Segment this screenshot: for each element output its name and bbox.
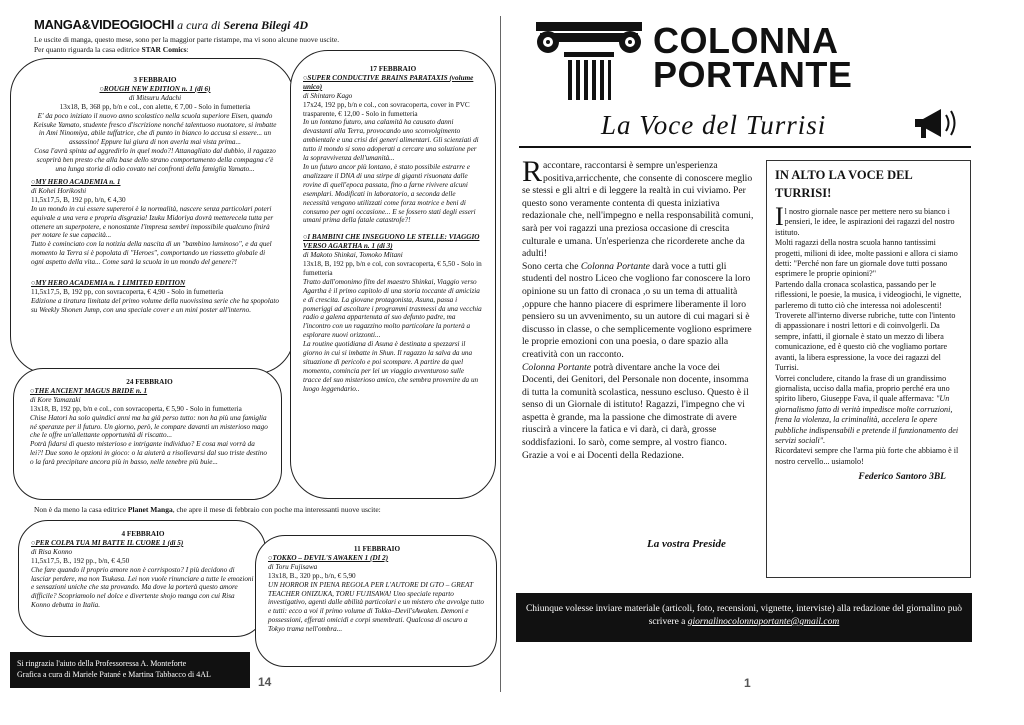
column-logo-icon bbox=[534, 20, 644, 100]
article-paragraph-3 bbox=[522, 362, 754, 463]
manga-info: 13x18, B, 192 pp, b/n e col., con sovracoperta, € 5,90 - Solo in fumetteria bbox=[30, 404, 242, 413]
box-paragraph-1 bbox=[775, 202, 962, 238]
box-text: l nostro giornale nasce per mettere nero su bianco i pensieri, le idee, le aspirazioni dei ragazzi del nostro istituto. bbox=[775, 207, 955, 237]
manga-title: ○PER COLPA TUA MI BATTE IL CUORE 1 (di 5) bbox=[31, 538, 184, 547]
manga-description: UN HORROR IN PIENA REGOLA PER L'AUTORE DI GTO – GREAT TEACHER ONIZUKA, TORU FUJISAWA! Uno speciale reparto investigativo, agenti dalle abilità particolari e un mistero che avvolge tutto e tutti: ecco a voi il primo volume di Tokko–Devil'sAwaken. Demoni e possessioni, efferati omicidi e corpi smembrati. Qualcosa di oscuro a Tokyo trama nell'ombra... bbox=[268, 580, 484, 634]
manga-box-4-feb bbox=[18, 520, 266, 637]
manga-description-2: Potrà fidarsi di questo misterioso e intrigante individuo? E cosa mai vorrà da lei?! Due sono le opzioni in gioco: o la aiuterà a risollevarsi dal suo triste destino o la farà precipitare ancora più in basso, nelle tenebre più buie... bbox=[30, 440, 267, 467]
date-label: 4 FEBBRAIO bbox=[121, 530, 165, 538]
byline-author: Serena Bilegi 4D bbox=[223, 18, 309, 32]
manga-title: ○ROUGH NEW EDITION n. 1 (di 6) bbox=[99, 84, 211, 93]
credits-line-2: Grafica a cura di Mariele Patané e Martina Tabbacco di 4AL bbox=[17, 670, 211, 679]
manga-author: di Shintaro Kago bbox=[303, 91, 353, 100]
masthead-subtitle: La Voce del Turrisi bbox=[601, 110, 827, 140]
intro-line-2-text: Per quanto riguarda la casa editrice bbox=[34, 45, 140, 54]
page-number: 1 bbox=[744, 676, 751, 690]
manga-description-2: In un futuro ancor più lontano, è stato possibile estrarre e analizzare il DNA di una stirpe di giganti risuonata dalle rovine di quell'epoca passata, fino a farne rivivere alcuni esemplari. Modificati in laboratorio, a seconda delle necessità vengono utilizzati come forza motrice e beni di consumo per ogni occasione... E se fossero stati degli esseri umani prima della fatale catastrofe?! bbox=[303, 162, 476, 225]
manga-title: ○I BAMBINI CHE INSEGUONO LE STELLE: VIAGGIO VERSO AGARTHA n. 1 (di 3) bbox=[303, 233, 480, 251]
manga-title: ○MY HERO ACADEMIA n. 1 LIMITED EDITION bbox=[31, 279, 186, 288]
manga-info: 13x18, B, 192 pp, b/n e col, con sovracoperta, € 5,50 - Solo in fumetteria bbox=[303, 260, 482, 277]
date-label: 24 FEBBRAIO bbox=[126, 378, 173, 386]
box-text: Partendo dalla cronaca scolastica, passando per le riflessioni, le poesie, la musica, i videogiochi, le vignette, parleremo di tutto ciò che interessa noi adolescenti! bbox=[775, 279, 962, 310]
manga-description: Che fare quando il proprio amore non è corrisposto? I più decidono di lasciar perdere, ma non Tsukasa. Lei non vuole rinunciare a tutte le emozioni e sensazioni uniche che sta provando. Ma dove la porterà questo amore difficile? Scopriamolo nel dolce e divertente shojo manga con cui Risa Konno debutta in Italia. bbox=[31, 565, 254, 610]
box-text: Ricordatevi sempre che l'arma più forte che abbiamo è il nostro cervello... usiamolo! bbox=[775, 446, 959, 466]
article-signature: La vostra Preside bbox=[647, 538, 726, 550]
masthead-line-2: PORTANTE bbox=[653, 54, 853, 95]
planet-publisher: Planet Manga bbox=[127, 505, 173, 514]
byline-label: a cura di bbox=[177, 18, 221, 32]
manga-box-17-feb bbox=[290, 50, 496, 499]
planet-intro-text-2: , che apre il mese di febbraio con poche ma interessanti nuove uscite: bbox=[172, 505, 381, 514]
box-text: Vorrei concludere, citando la frase di un grandissimo giornalista, ucciso dalla mafia, proprio perché era uno spirito libero, Giuseppe Fava, il quale affermava: bbox=[775, 373, 950, 404]
article-text-italic: Colonna Portante bbox=[522, 361, 592, 373]
manga-info: 11,5x17,5, B, 192 pp, con sovracoperta, € 4,90 - Solo in fumetteria bbox=[31, 287, 224, 296]
section-title: MANGA&VIDEOGIOCHI bbox=[34, 17, 175, 32]
megaphone-icon bbox=[913, 103, 961, 143]
editorial-article bbox=[522, 155, 754, 462]
manga-description: Edizione a tiratura limitata del primo volume della nuovissima serie che ha spopolato su Weekly Shonen Jump, con una speciale cover e un mini poster all'interno. bbox=[31, 296, 279, 314]
intro-line-2: Per quanto riguarda la casa editrice STAR Comics: bbox=[34, 45, 189, 54]
manga-title: ○MY HERO ACADEMIA n. 1 bbox=[31, 177, 121, 186]
article-text: accontare, raccontarsi è sempre un'esperienza positiva,arricchente, che consente di conoscere meglio se stessi e gli altri e di leggere la realtà in cui viviamo. Per questo sono veramente contenta di questa iniziativa redazionale che, nell'impegno e nella responsabilità comuni, sarà per voi ragazzi una preziosa occasione di crescita culturale e umana. Un'esperienza che ricorderete anche da adulti! bbox=[522, 160, 754, 260]
manga-description-2: Cosa l'avrà spinta ad aggredirlo in quel modo?! Attanagliato dal dubbio, il ragazzo scoprirà ben presto che alla base dello strano comportamento della compagna c'è una lunga storia di odio covato nei confronti della famiglia Yamato... bbox=[34, 147, 276, 174]
article-text: darà voce a tutti gli studenti del nostro Liceo che vogliono far conoscere la loro opinione su un fatto di cronaca ,o su un tema di attualità ,oppure che hanno piacere di esprimere liberamente il loro pensiero su un avvenimento, su un autore di cui magari si è discusso in classe, o che semplicemente vogliono esprimere le proprie emozioni con una poesia, o dare spazio alla creatività con un racconto. bbox=[522, 260, 752, 360]
page-number: 14 bbox=[258, 675, 272, 689]
manga-author: di Makoto Shinkai, Tomoko Mitani bbox=[303, 251, 403, 260]
manga-title: ○TOKKO – DEVIL'S AWAKEN 1 (DI 2) bbox=[268, 553, 389, 562]
manga-box-24-feb bbox=[13, 368, 282, 500]
manga-author: di Kore Yamazaki bbox=[30, 395, 81, 404]
manga-box-11-feb bbox=[255, 535, 497, 667]
manga-info: 13x18, B, 368 pp, b/n e col., con alette, € 7,00 - Solo in fumetteria bbox=[59, 102, 251, 111]
masthead bbox=[653, 20, 853, 95]
credits-bar bbox=[10, 652, 250, 688]
manga-info: 11,5x17,5, B, 192 pp, b/n, € 4,30 bbox=[31, 195, 126, 204]
manga-info: 13x18, B., 320 pp., b/n, € 5,90 bbox=[268, 571, 356, 580]
manga-description-2: Tutto è cominciato con la notizia della nascita di un "bambino luminoso", e da quel momento la Terra si è popolata di "Heroes", comportando un riassetto globale di ogni aspetto della vita... Come sarà la scuola in un mondo del genere?! bbox=[31, 240, 272, 267]
masthead-rule bbox=[519, 146, 971, 148]
planet-manga-intro bbox=[34, 505, 381, 514]
editor-box bbox=[766, 160, 971, 578]
date-label: 11 FEBBRAIO bbox=[353, 545, 401, 553]
manga-title: ○THE ANCIENT MAGUS BRIDE n. 1 bbox=[30, 386, 148, 395]
article-paragraph-2 bbox=[522, 261, 754, 362]
article-text: Sono certa che bbox=[522, 260, 579, 272]
manga-author: di Mitsuru Adachi bbox=[128, 93, 182, 102]
manga-description-2: La routine quotidiana di Asuna è destinata a spezzarsi il giorno in cui si imbatte in Shun. Il ragazzo la salva da una situazione di pericolo e poi scompare. A partire da quel momento, comincia per lei un viaggio avventuroso sulle tracce del suo misterioso amico, che sembra provenire da un luogo leggendario.. bbox=[303, 340, 479, 393]
section-header bbox=[34, 17, 308, 33]
manga-info: 11,5x17,5, B., 192 pp., b/n, € 4,50 bbox=[31, 556, 130, 565]
manga-description: Tratto dall'omonimo film del maestro Shinkai, Viaggio verso Agartha è il primo capitolo di una storia toccante di amicizia e di crescita. La giovane protagonista, Asuna, passa i pomeriggi ad ascoltare i programmi trasmessi da una vecchia radio a galena appartenuta al suo defunto padre, ma l'incontro con un ragazzino molto particolare la porterà a esplorare nuovi orizzonti... bbox=[303, 277, 482, 340]
contact-text: Chiunque volesse inviare materiale (articoli, foto, recensioni, vignette, interviste) alla redazione del giornalino può scrivere a bbox=[525, 604, 963, 627]
manga-description: E' da poco iniziato il nuovo anno scolastico nella scuola superiore Eisen, quando Keisuke Yamato, studente fresco d'iscrizione nonché talentuoso nuotatore, si imbatte in Ami Ninomiya, abile tuffatrice, che di punto in bianco lo accusa si essere... un assassino! Eppure lui giura di non averla mai vista prima... bbox=[33, 111, 277, 147]
manga-author: di Risa Konno bbox=[31, 547, 73, 556]
credits-line-1: Si ringrazia l'aiuto della Professoressa A. Monteforte bbox=[17, 659, 187, 668]
date-label: 17 FEBBRAIO bbox=[369, 65, 417, 73]
left-page bbox=[0, 0, 500, 725]
editor-box-signature: Federico Santoro 3BL bbox=[858, 472, 946, 483]
planet-intro-text: Non è da meno la casa editrice bbox=[34, 505, 127, 514]
manga-author: di Kohei Horikoshi bbox=[31, 186, 87, 195]
manga-author: di Toru Fujisawa bbox=[268, 562, 318, 571]
contact-banner bbox=[516, 593, 972, 642]
article-paragraph-1 bbox=[522, 155, 754, 261]
box-text: Troverete all'interno diverse rubriche, tutte con l'intento di appassionare i nostri lettori e di coinvolgerli. Da sempre, infatti, il giornale è stato un mezzo di libera comunicazione, ed è questo ciò che vogliamo portare avanti, la libera espressione, la voce dei ragazzi del Turrisi. bbox=[775, 311, 956, 373]
manga-description: Chise Hatori ha solo quindici anni ma ha già perso tutto: non ha più una famiglia né speranze per il futuro. Un giorno, però, le compare davanti un misterioso mago che le offre un'allettante opportunità di riscatto... bbox=[30, 413, 268, 440]
article-text: potrà diventare anche la voce dei Docenti, dei Genitori, del Personale non docente, insomma di tutta la comunità scolastica, nessuno escluso. Questo è il senso di un Giornale di istituto! Ragazzi, l'impegno che vi aspetta è grande, ma la passione che dimostrate di avere riuscirà a vincere la fatica e vi darà, ci darà, grosse soddisfazioni. Io sarò, come sempre, al vostro fianco. Grazie a voi e ai Docenti della Redazione. bbox=[522, 361, 749, 461]
intro-publisher: STAR Comics bbox=[141, 45, 187, 54]
manga-box-3-feb bbox=[10, 58, 294, 374]
box-paragraph-5 bbox=[775, 374, 962, 447]
quote-text: "Un giornalismo fatto di verità impedisce molte corruzioni, frena la violenza, la criminalità, accelera le opere pubbliche indispensabili e pretende il funzionamento dei servizi sociali". bbox=[775, 394, 959, 445]
drop-cap: I bbox=[775, 202, 784, 231]
drop-cap: R bbox=[522, 155, 543, 188]
date-label: 3 FEBBRAIO bbox=[133, 76, 177, 84]
editor-box-title: IN ALTO LA VOCE DEL TURRISI! bbox=[775, 168, 913, 200]
manga-title: ○SUPER CONDUCTIVE BRAINS PARATAXIS (volume unico) bbox=[303, 73, 474, 91]
article-text-italic: Colonna Portante bbox=[580, 260, 650, 272]
contact-email-link[interactable]: giornalinocolonnaportante@gmail.com bbox=[687, 617, 840, 627]
masthead-line-1: COLONNA bbox=[653, 20, 839, 61]
box-text: Molti ragazzi della nostra scuola hanno tantissimi progetti, milioni di idee, molte passioni e allora ci siamo detti: "Perché non fare un giornale dove tutti possano esprimere le proprie opinioni?" bbox=[775, 238, 958, 279]
intro-line-1: Le uscite di manga, questo mese, sono per la maggior parte ristampe, ma vi sono alcune nuove uscite. bbox=[34, 35, 340, 44]
manga-info: 17x24, 192 pp, b/n e col., con sovracoperta, cover in PVC trasparente, € 12,00 - Solo in fumetteria bbox=[303, 100, 470, 118]
right-page bbox=[501, 0, 1024, 725]
manga-description: In un lontano futuro, una calamità ha causato danni devastanti alla Terra, provocando uno sconvolgimento ambientale e una crisi dei generi alimentari. Gli scienziati di tutto il mondo si sono adoperati a cercare una soluzione per la sopravvivenza dell'umanità... bbox=[303, 118, 479, 163]
manga-description: In un mondo in cui essere supereroi è la normalità, nascere senza particolari poteri equivale a una vera e propria disgrazia! Izuku Midoriya dovrà metterecela tutta per ottenere un superpotere, e nonostante l'impresa sembri impossibile qualcuno finirà per notare le sue capacità... bbox=[31, 204, 274, 240]
